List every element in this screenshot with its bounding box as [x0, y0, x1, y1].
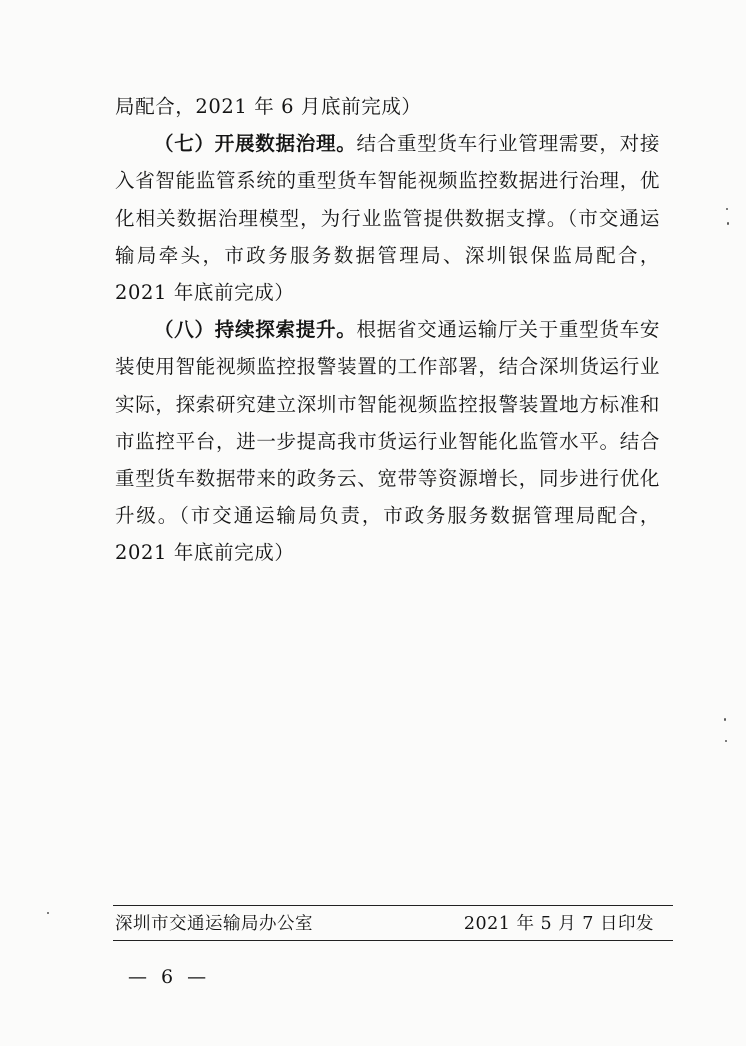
section-8-body: 根据省交通运输厅关于重型货车安装使用智能视频监控报警装置的工作部署，结合深圳货运行业实际，探索研究建立深圳市智能视频监控报警装置地方标准和市监控平台，进一步提高我市货运行业智能化监管水平。结合重型货车数据带来的政务云、宽带等资源增长，同步进行优化升级。（市交通运输局负责，市政务服务数据管理局配合，2021 年底前完成） [115, 318, 660, 565]
footer-bottom-rule [113, 940, 673, 941]
section-7-body: 结合重型货车行业管理需要，对接入省智能监管系统的重型货车智能视频监控数据进行治理，优化相关数据治理模型，为行业监管提供数据支撑。（市交通运输局牵头，市政务服务数据管理局、深圳银保监局配合，2021 年底前完成） [115, 132, 660, 305]
scan-speck [725, 740, 727, 742]
body-text [115, 88, 660, 572]
scan-speck [726, 208, 728, 210]
scan-speck [727, 222, 729, 225]
footer-top-rule [113, 905, 673, 906]
scan-speck [724, 718, 726, 721]
page-number: — 6 — [128, 966, 211, 988]
section-7-paragraph [115, 125, 660, 311]
scan-speck [47, 912, 49, 914]
section-7-heading: （七）开展数据治理。 [154, 132, 357, 156]
footer-issuer: 深圳市交通运输局办公室 [115, 914, 313, 934]
carry-over-line: 局配合，2021 年 6 月底前完成） [115, 95, 422, 118]
section-8-paragraph [115, 311, 660, 571]
footer-date: 2021 年 5 月 7 日印发 [463, 914, 654, 934]
section-8-heading: （八）持续探索提升。 [154, 318, 357, 342]
